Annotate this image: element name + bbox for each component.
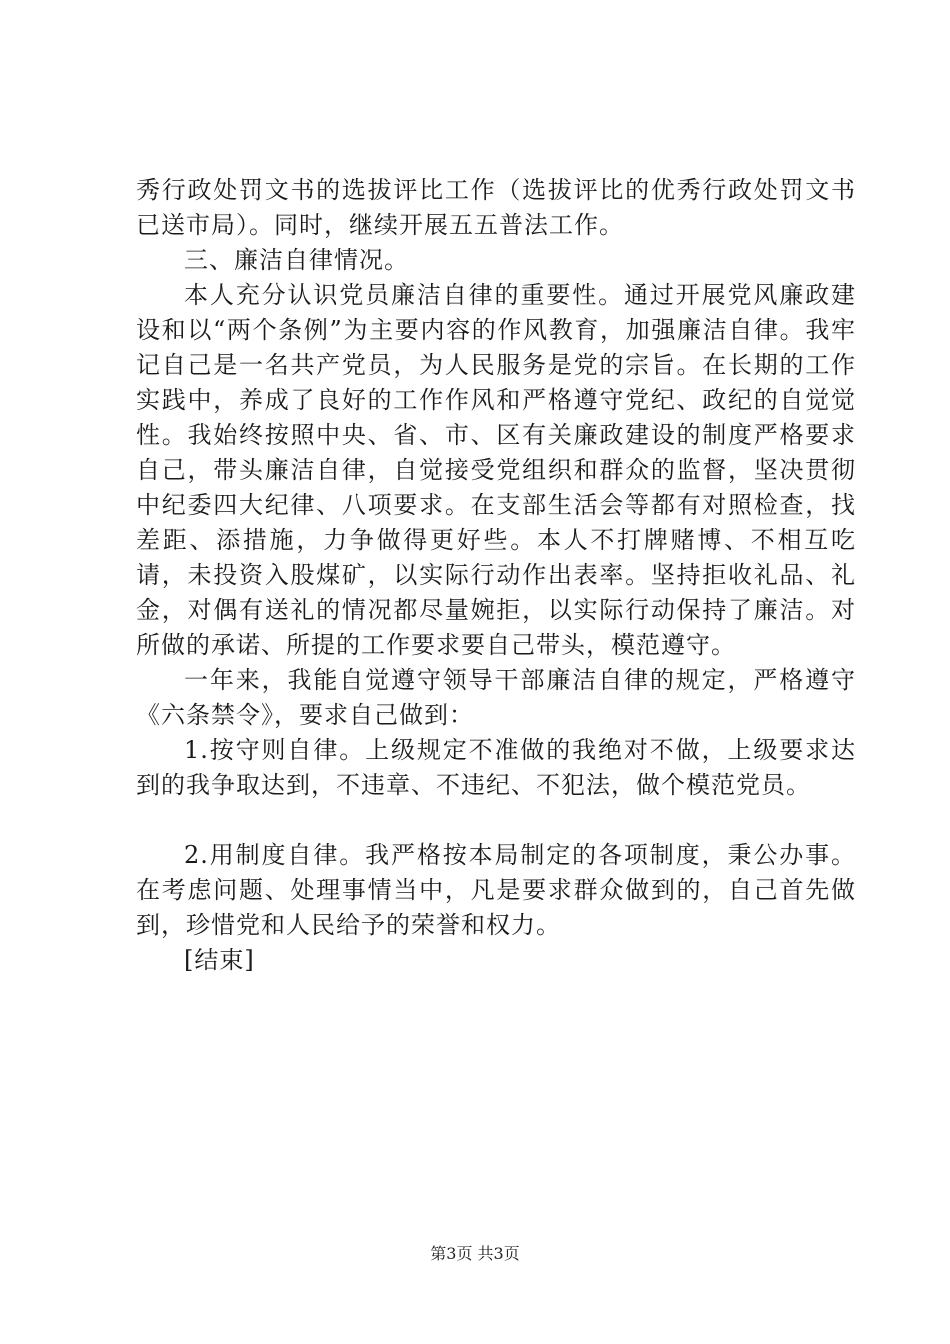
list-item-rule-1: 1.按守则自律。上级规定不准做的我绝对不做，上级要求达到的我争取达到，不违章、不违纪、不犯法，做个模范党员。 bbox=[136, 736, 856, 799]
paragraph-self-discipline: 本人充分认识党员廉洁自律的重要性。通过开展党风廉政建设和以“两个条例”为主要内容的作风教育，加强廉洁自律。我牢记自己是一名共产党员，为人民服务是党的宗旨。在长期的工作实践中，养成了良好的工作作风和严格遵守党纪、政纪的自觉觉性。我始终按照中央、省、市、区有关廉政建设的制度严格要求自己，带头廉洁自律，自觉接受党组织和群众的监督，坚决贯彻中纪委四大纪律、八项要求。在支部生活会等都有对照检查，找差距、添措施，力争做得更好些。本人不打牌赌博、不相互吃请，未投资入股煤矿，以实际行动作出表率。坚持拒收礼品、礼金，对偶有送礼的情况都尽量婉拒，以实际行动保持了廉洁。对所做的承诺、所提的工作要求要自己带头，模范遵守。 bbox=[136, 281, 856, 659]
section-heading: 三、廉洁自律情况。 bbox=[184, 246, 409, 274]
paragraph-year-summary: 一年来，我能自觉遵守领导干部廉洁自律的规定，严格遵守《六条禁令》，要求自己做到： bbox=[136, 666, 856, 729]
paragraph-spacer bbox=[136, 803, 856, 838]
list-item-rule-2: 2.用制度自律。我严格按本局制定的各项制度，秉公办事。在考虑问题、处理事情当中，凡是要求群众做到的，自己首先做到，珍惜党和人民给予的荣誉和权力。 bbox=[136, 841, 856, 939]
paragraph-continuation: 秀行政处罚文书的选拔评比工作（选拔评比的优秀行政处罚文书已送市局）。同时，继续开展五五普法工作。 bbox=[136, 176, 856, 239]
page-footer: 第3页 共3页 bbox=[430, 1244, 520, 1263]
end-marker: [结束] bbox=[184, 946, 255, 974]
document-body bbox=[136, 173, 856, 978]
